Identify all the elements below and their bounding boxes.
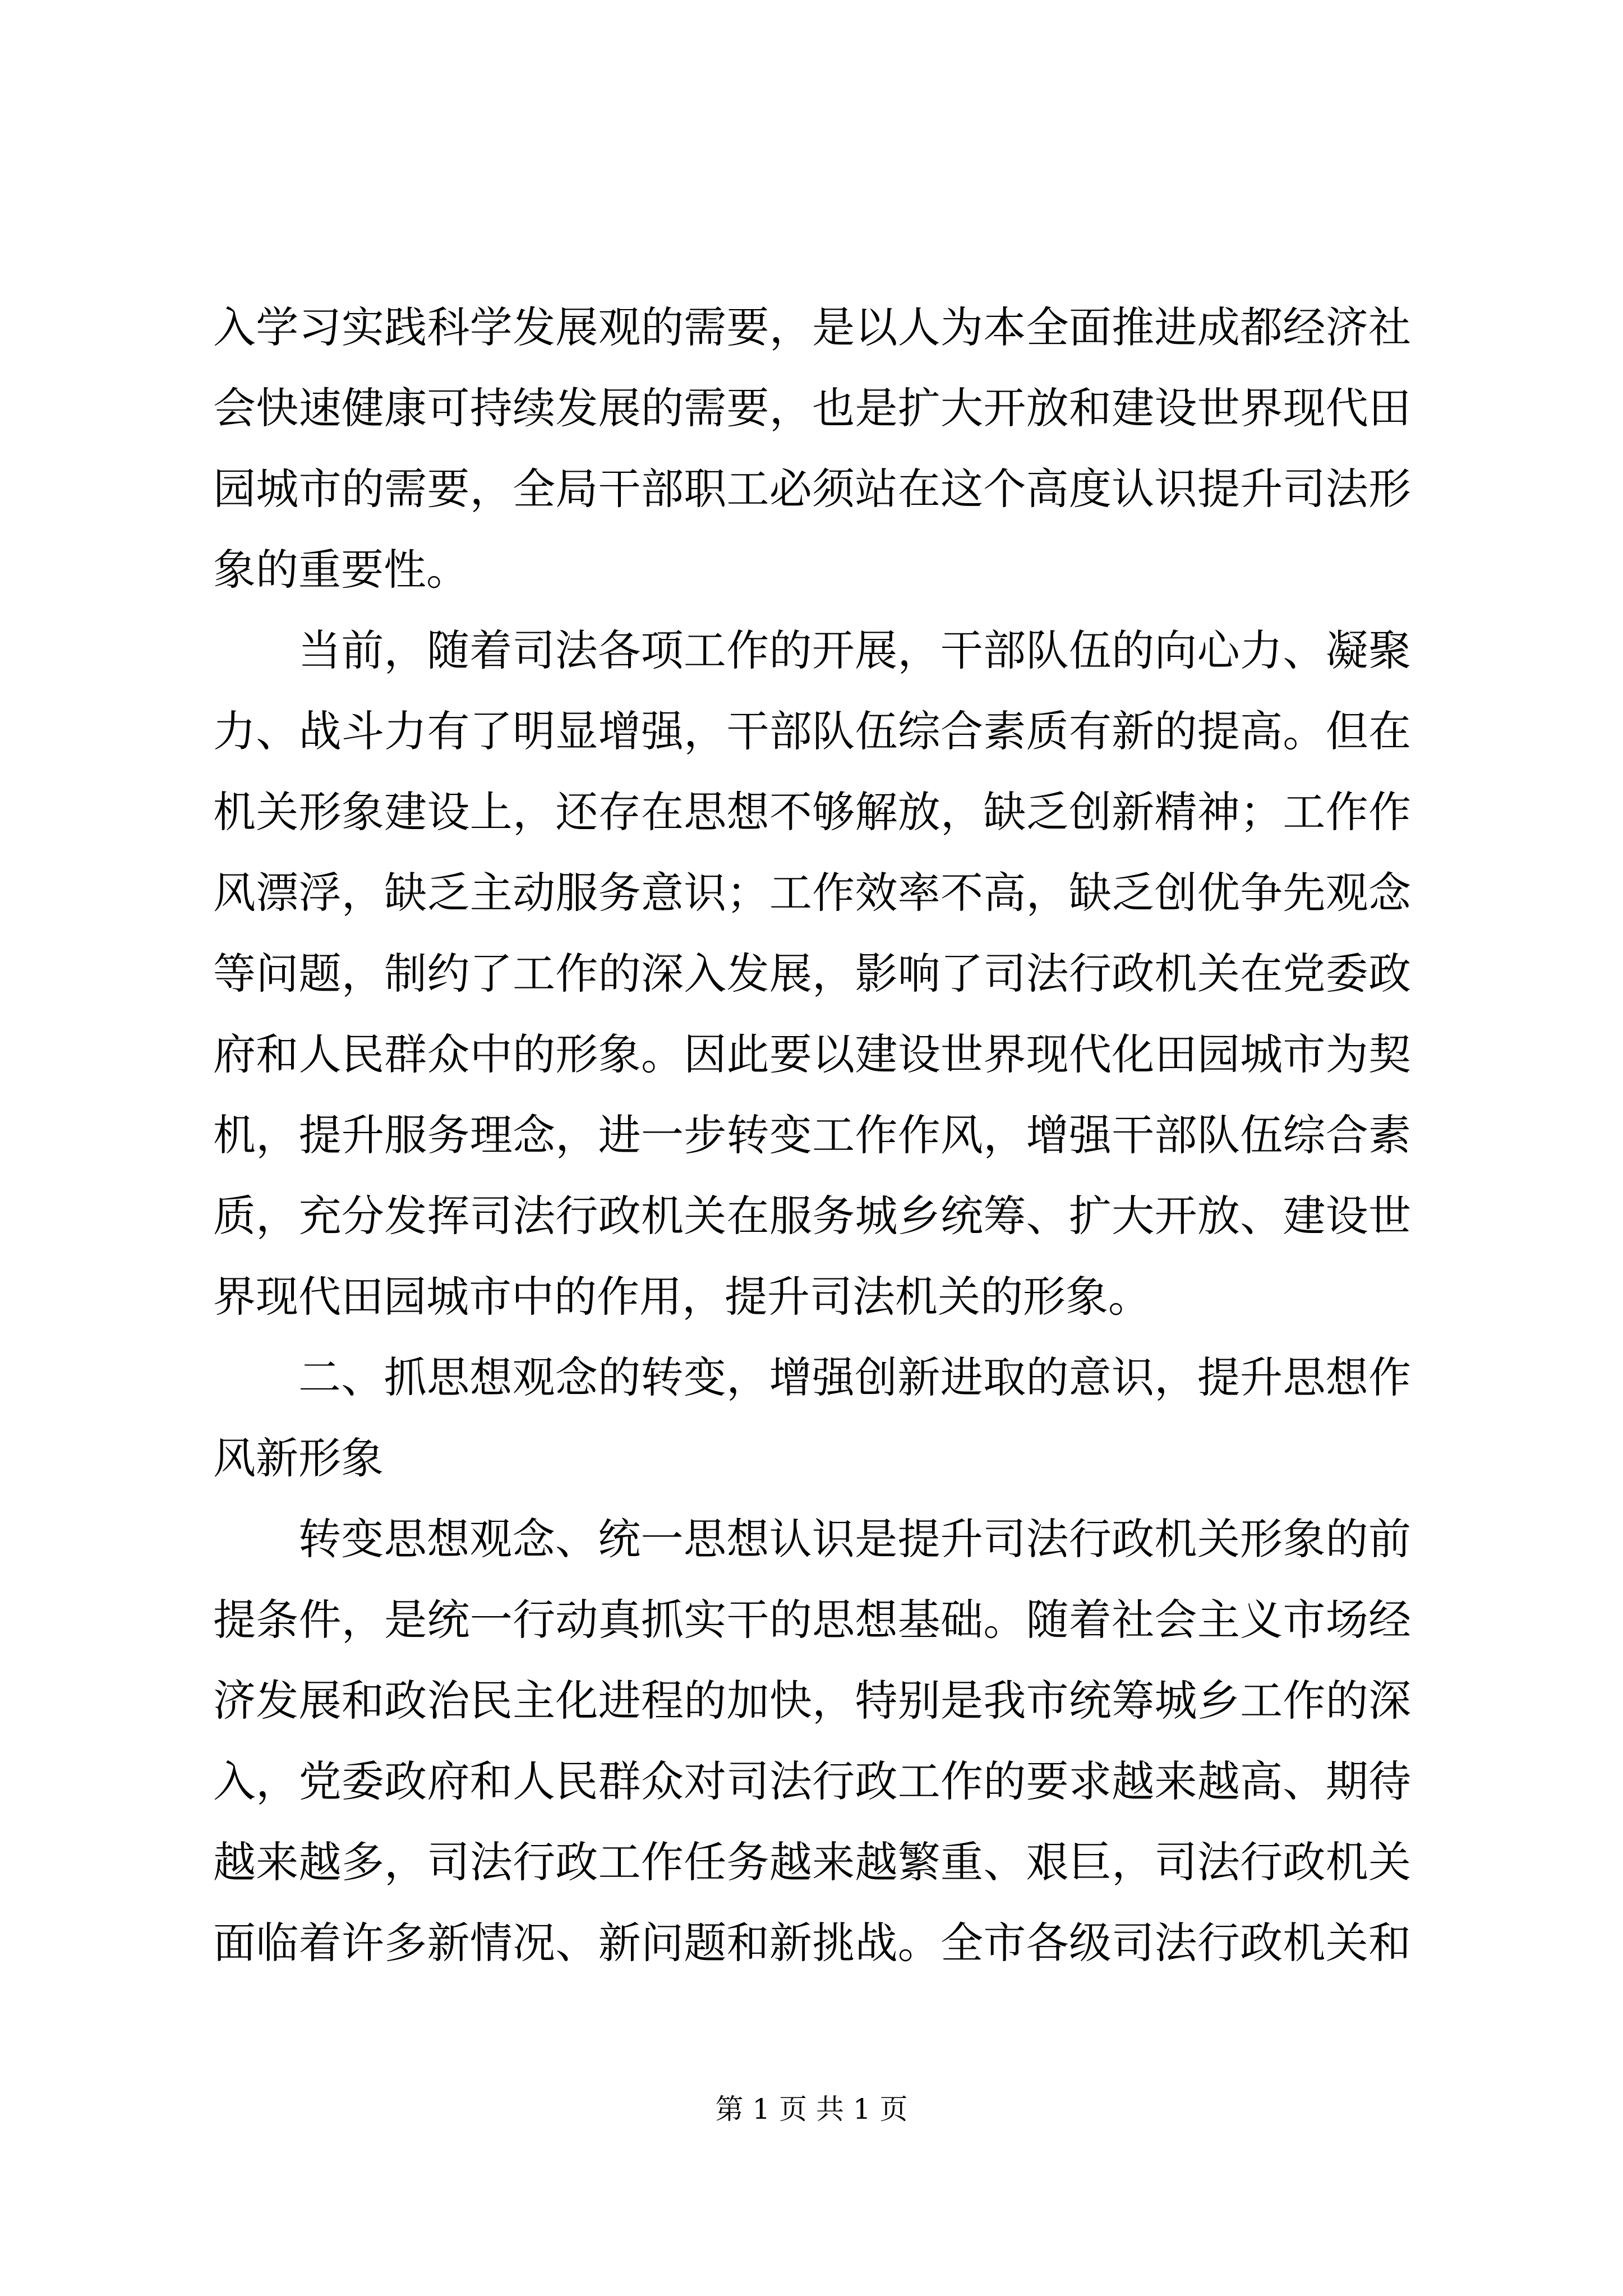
text-line: 风漂浮，缺乏主动服务意识；工作效率不高，缺乏创优争先观念 bbox=[213, 868, 1411, 918]
text-line: 力、战斗力有了明显增强，干部队伍综合素质有新的提高。但在 bbox=[213, 706, 1411, 756]
text-line: 园城市的需要，全局干部职工必须站在这个高度认识提升司法形 bbox=[213, 464, 1411, 514]
text-line: 提条件，是统一行动真抓实干的思想基础。随着社会主义市场经 bbox=[213, 1595, 1411, 1645]
text-line: 机，提升服务理念，进一步转变工作作风，增强干部队伍综合素 bbox=[213, 1110, 1411, 1160]
text-line: 风新形象 bbox=[213, 1433, 384, 1483]
text-line: 入，党委政府和人民群众对司法行政工作的要求越来越高、期待 bbox=[213, 1756, 1411, 1806]
text-line: 当前，随着司法各项工作的开展，干部队伍的向心力、凝聚 bbox=[298, 625, 1411, 675]
text-line: 二、抓思想观念的转变，增强创新进取的意识，提升思想作 bbox=[298, 1352, 1411, 1402]
text-line: 机关形象建设上，还存在思想不够解放，缺乏创新精神；工作作 bbox=[213, 787, 1411, 837]
text-line: 转变思想观念、统一思想认识是提升司法行政机关形象的前 bbox=[298, 1514, 1411, 1564]
document-body bbox=[213, 287, 1411, 1984]
text-line: 象的重要性。 bbox=[213, 545, 469, 595]
text-line: 会快速健康可持续发展的需要，也是扩大开放和建设世界现代田 bbox=[213, 383, 1411, 433]
text-line: 面临着许多新情况、新问题和新挑战。全市各级司法行政机关和 bbox=[213, 1918, 1411, 1968]
text-line: 府和人民群众中的形象。因此要以建设世界现代化田园城市为契 bbox=[213, 1029, 1411, 1079]
text-line: 质，充分发挥司法行政机关在服务城乡统筹、扩大开放、建设世 bbox=[213, 1191, 1411, 1241]
text-line: 等问题，制约了工作的深入发展，影响了司法行政机关在党委政 bbox=[213, 949, 1411, 999]
page-footer: 第 1 页 共 1 页 bbox=[715, 2093, 908, 2125]
text-line: 济发展和政治民主化进程的加快，特别是我市统筹城乡工作的深 bbox=[213, 1676, 1411, 1726]
text-line: 界现代田园城市中的作用，提升司法机关的形象。 bbox=[213, 1272, 1151, 1322]
text-line: 入学习实践科学发展观的需要，是以人为本全面推进成都经济社 bbox=[213, 302, 1411, 352]
text-line: 越来越多，司法行政工作任务越来越繁重、艰巨，司法行政机关 bbox=[213, 1837, 1411, 1887]
